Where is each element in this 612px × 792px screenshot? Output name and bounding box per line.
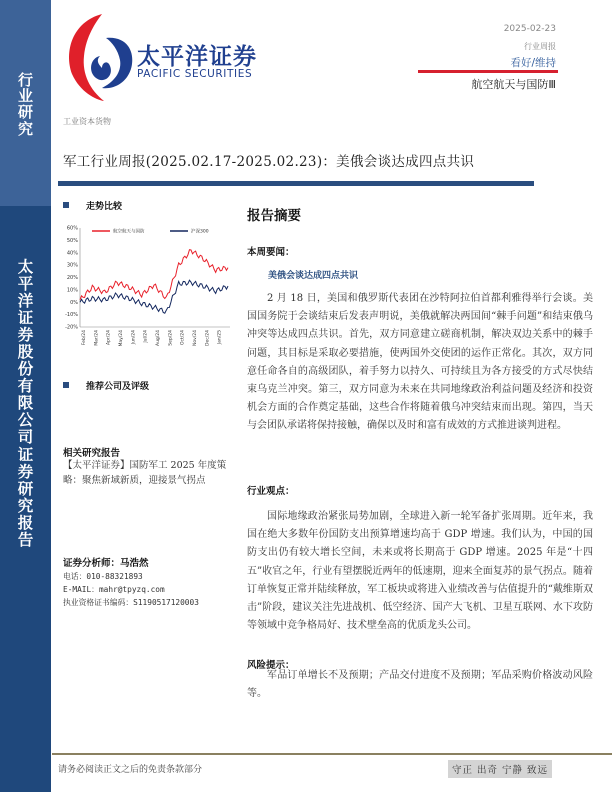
weekly-news-label: 本周要闻：: [247, 247, 295, 258]
svg-text:Aug/24: Aug/24: [155, 330, 161, 347]
svg-text:Sep/24: Sep/24: [168, 330, 174, 346]
footer-disclaimer: 请务必阅读正文之后的免责条款部分: [58, 765, 203, 775]
analyst-email[interactable]: E-MAIL：mahr@tpyzq.com: [63, 585, 165, 594]
trend-heading: 走势比较: [86, 202, 123, 212]
logo-english-name: PACIFIC SECURITIES: [137, 68, 253, 80]
svg-text:10%: 10%: [66, 287, 78, 294]
news-headline: 美俄会谈达成四点共识: [268, 271, 359, 281]
trend-chart: [60, 220, 235, 350]
risk-body: 军品订单增长不及预期；产品交付进度不及预期；军品采购价格波动风险等。: [247, 670, 593, 700]
svg-text:30%: 30%: [66, 262, 78, 269]
svg-text:-10%: -10%: [65, 312, 78, 319]
svg-text:Oct/24: Oct/24: [180, 330, 186, 346]
svg-text:Mar/24: Mar/24: [94, 330, 100, 346]
risk-label: 风险提示：: [247, 660, 295, 671]
svg-text:50%: 50%: [66, 237, 78, 244]
related-report-link[interactable]: 【太平洋证券】国防军工 2025 年度策略：聚焦新域新质，迎接景气拐点: [63, 460, 227, 486]
report-type: 行业周报: [524, 42, 556, 51]
industry-view-label: 行业观点：: [247, 486, 295, 497]
svg-text:20%: 20%: [66, 275, 78, 282]
title-underline-bar: [58, 181, 534, 186]
analyst-phone: 电话：010-88321893: [63, 572, 143, 581]
svg-text:沪深300: 沪深300: [191, 229, 209, 235]
report-date: 2025-02-23: [503, 24, 556, 34]
svg-text:40%: 40%: [66, 250, 78, 257]
sidebar-company-label: 太 平 洋 证 券 股 份 有 限 公 司 证 券 研 究 报 告: [17, 257, 34, 549]
bullet-square-icon: [63, 382, 69, 388]
svg-text:-20%: -20%: [65, 324, 78, 331]
industry-view-body: 国际地缘政治紧张局势加剧，全球进入新一轮军备扩张周期。近年来，我国在绝大多数年份国防支出预算增速均高于 GDP 增速。我们认为，中国的国防支出仍有较大增长空间，未来或将长期高于 GDP 增速。2025 年是“十四五”收官之年，行业有望摆脱近两年的低速期，迎来全面复苏的景气拐点。随着订单恢复正常并陆续释放，军工板块或将进入业绩改善与估值提升的“戴维斯双击”阶段，建议关注先进战机、低空经济、国产大飞机、卫星互联网、水下攻防等领域中竞争格局好、技术壁垒高的优质龙头公司。: [247, 511, 593, 632]
svg-text:May/24: May/24: [118, 330, 124, 347]
svg-text:Nov/24: Nov/24: [192, 330, 198, 347]
sector-classification: 工业资本货物: [63, 117, 111, 126]
bullet-square-icon: [63, 202, 69, 208]
header-red-divider: [418, 70, 558, 73]
svg-text:0%: 0%: [70, 299, 78, 306]
related-reports-heading: 相关研究报告: [63, 448, 121, 459]
analyst-license: 执业资格证书编码：S1190517120003: [63, 598, 199, 607]
svg-text:航空航天与国防: 航空航天与国防: [113, 229, 145, 235]
report-title: 军工行业周报(2025.02.17-2025.02.23)：美俄会谈达成四点共识: [63, 154, 475, 170]
recommend-heading: 推荐公司及评级: [86, 382, 150, 392]
sidebar-category-label: 行 业 研 究: [17, 71, 33, 138]
svg-text:Feb/24: Feb/24: [81, 330, 87, 346]
svg-text:Apr/24: Apr/24: [106, 330, 112, 346]
footer-divider: [52, 753, 612, 755]
svg-text:Jul/24: Jul/24: [143, 330, 149, 343]
footer-motto: 守正 出奇 宁静 致远: [448, 760, 552, 778]
industry-label: 航空航天与国防Ⅲ: [471, 78, 556, 91]
svg-text:Jun/24: Jun/24: [131, 330, 137, 345]
svg-text:Jan/25: Jan/25: [217, 330, 223, 345]
news-body: 2 月 18 日，美国和俄罗斯代表团在沙特阿拉伯首都利雅得举行会谈。美国国务院于会谈结束后发表声明说，美俄就解决两国间“棘手问题”和结束俄乌冲突等达成四点共识。首先，双方同意建立磋商机制，解决双边关系中的棘手问题，其目标是采取必要措施，使两国外交使团的运作正常化。其次，双方同意任命各自的高级团队，着手努力以持久、可持续且为各方接受的方式尽快结束乌克兰冲突。第三，双方同意为未来在共同地缘政治利益问题及经济和投资机会方面的合作奠定基础，这些合作将随着俄乌冲突结束而出现。第四，当天与会团队承诺将保持接触，确保以及时和富有成效的方式推进谈判进程。: [247, 293, 593, 432]
analyst-name: 证券分析师：马浩然: [63, 558, 149, 569]
svg-text:60%: 60%: [66, 225, 78, 232]
svg-text:Dec/24: Dec/24: [205, 330, 211, 346]
rating-label: 看好/维持: [510, 57, 556, 69]
summary-title: 报告摘要: [247, 208, 301, 224]
logo-chinese-name: 太平洋证券: [137, 44, 257, 70]
